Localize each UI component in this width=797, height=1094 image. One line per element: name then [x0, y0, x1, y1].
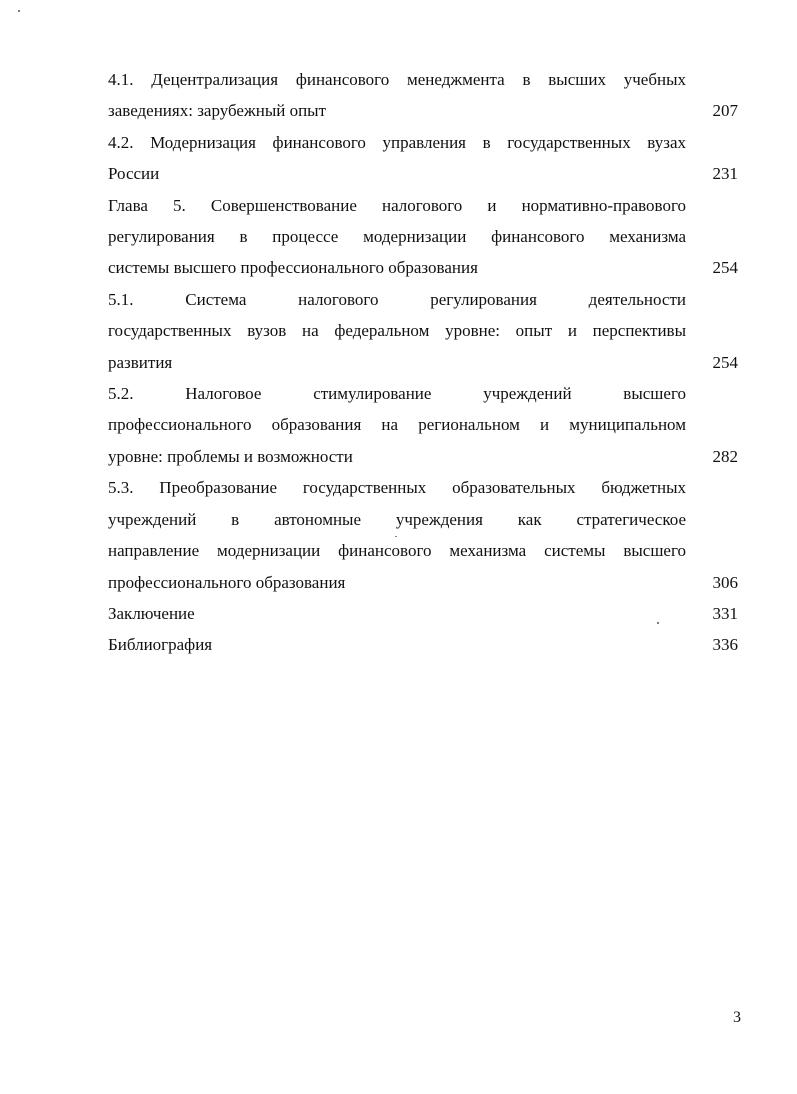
toc-entry-line: 4.1. Децентрализация финансового менеджмента в высших учебных	[108, 70, 686, 89]
scan-speck	[395, 536, 397, 537]
toc-entry-page: 254	[712, 352, 738, 372]
toc-entry-chapter-5	[108, 190, 738, 284]
toc-entry-5-3	[108, 472, 738, 598]
toc-entry-5-2	[108, 378, 738, 472]
toc-entry-title	[108, 284, 686, 378]
toc-entry-conclusion	[108, 598, 738, 629]
toc-entry-page: 254	[712, 258, 738, 278]
toc-entry-page: 207	[712, 101, 738, 121]
toc-entry-line: Глава 5. Совершенствование налогового и нормативно-правового	[108, 195, 686, 215]
toc-entry-title	[108, 472, 686, 598]
toc-entry-line: учреждений в автономные учреждения как стратегическое	[108, 509, 686, 529]
toc-entry-title	[108, 64, 686, 127]
toc-entry-title	[108, 629, 686, 660]
toc-entry-line: Заключение	[108, 603, 195, 623]
toc-entry-line: России	[108, 164, 160, 184]
toc-entry-line: 4.2. Модернизация финансового управления в государственных вузах	[108, 132, 686, 152]
toc-entry-line: 5.3. Преобразование государственных образовательных бюджетных	[108, 478, 686, 498]
toc-entry-line: государственных вузов на федеральном уровне: опыт и перспективы	[108, 321, 686, 341]
toc-entry-line: профессионального образования на региональном и муниципальном	[108, 415, 686, 435]
toc-entry-line: 5.2. Налоговое стимулирование учреждений высшего	[108, 384, 686, 404]
toc-entry-4-1	[108, 64, 738, 127]
toc-entry-page: 336	[712, 635, 738, 655]
scan-speck	[657, 622, 659, 624]
toc-entry-page: 231	[712, 164, 738, 184]
toc-entry-4-2	[108, 127, 738, 190]
toc-entry-line: уровне: проблемы и возможности	[108, 446, 353, 466]
toc-entry-title	[108, 378, 686, 472]
toc-entry-page: 282	[712, 446, 738, 466]
toc-entry-page: 331	[712, 603, 738, 623]
toc-entry-bibliography	[108, 629, 738, 660]
toc-entry-title	[108, 190, 686, 284]
toc-entry-line: регулирования в процессе модернизации финансового механизма	[108, 227, 686, 247]
toc-entry-line: Библиография	[108, 635, 213, 655]
page-number: 3	[733, 1009, 741, 1026]
toc-entry-line: развития	[108, 352, 173, 372]
toc-entry-5-1	[108, 284, 738, 378]
table-of-contents	[108, 64, 738, 661]
toc-entry-title	[108, 598, 686, 629]
toc-entry-page: 306	[712, 572, 738, 592]
scan-speck	[18, 10, 20, 12]
toc-entry-line: заведениях: зарубежный опыт	[108, 101, 327, 121]
toc-entry-line: направление модернизации финансового механизма системы высшего	[108, 541, 686, 561]
toc-entry-line: 5.1. Система налогового регулирования деятельности	[108, 289, 686, 309]
toc-entry-title	[108, 127, 686, 190]
toc-entry-line: профессионального образования	[108, 572, 346, 592]
toc-entry-line: системы высшего профессионального образования	[108, 258, 478, 278]
